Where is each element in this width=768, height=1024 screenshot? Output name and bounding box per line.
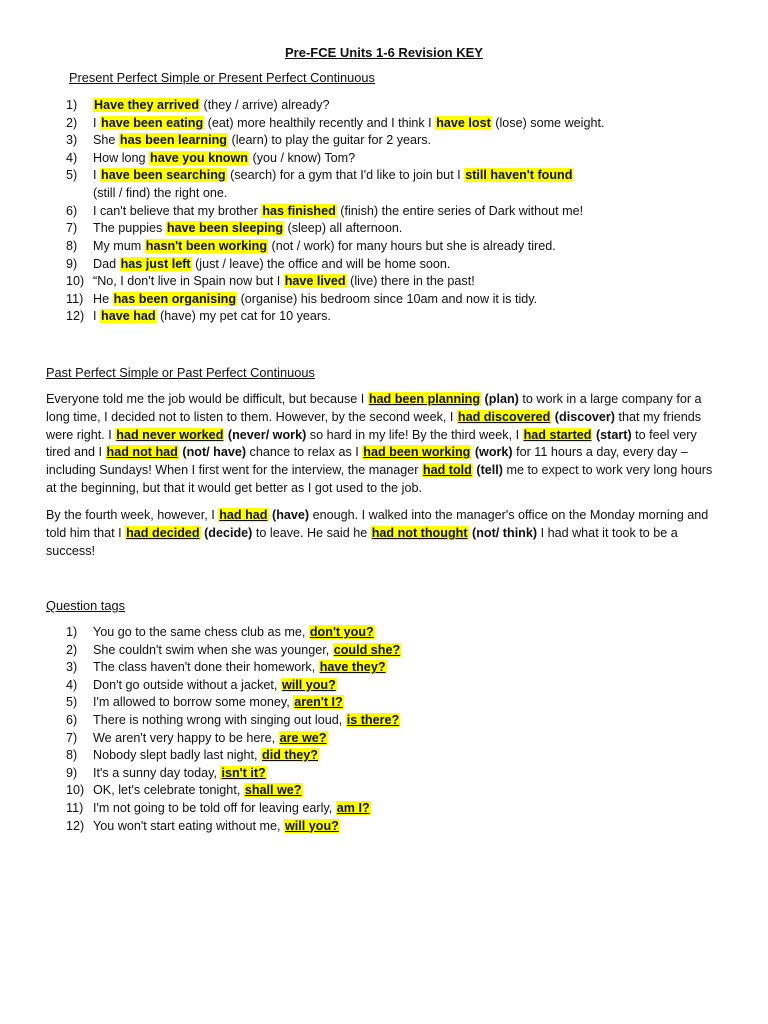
answer: had discovered xyxy=(457,409,551,424)
answer: don't you? xyxy=(309,625,374,639)
list-item: 2) I have been eating (eat) more healthily recently and I think I have lost (lose) some weight. xyxy=(66,115,605,130)
answer: have they? xyxy=(319,660,386,675)
answer: have been eating xyxy=(101,115,204,130)
answer: hasn't been working xyxy=(145,238,268,253)
list-item: 2) She couldn't swim when she was younger, could she? xyxy=(66,642,401,657)
list-item: 5) I'm allowed to borrow some money, aren't I? xyxy=(66,695,343,710)
section-present-perfect-heading: Present Perfect Simple or Present Perfect Continuous xyxy=(69,70,375,85)
list-item: 10) OK, let's celebrate tonight, shall we? xyxy=(66,783,302,798)
answer: has just left xyxy=(120,256,191,271)
answer: had had xyxy=(219,508,268,522)
list-item: 6) I can't believe that my brother has finished (finish) the entire series of Dark without me! xyxy=(66,203,584,218)
answer: shall we? xyxy=(244,783,302,798)
answer: has been learning xyxy=(119,133,227,148)
list-item: 4) How long have you known (you / know) Tom? xyxy=(66,150,356,165)
answer: have had xyxy=(101,309,156,324)
past-perfect-paragraph-1: Everyone told me the job would be difficult, but because I had been planning (plan) to work in a large company for a long time, I decided not to listen to them. However, by the second week, I had discovered (discover) that my friends were right. I had never worked (never/ work) so hard in my life! By the third week, I had started (start) to feel very tired and I had not had (not/ have) chance to relax as I had been working (work) for 11 hours a day, every day – including Sundays! When I first went for the interview, the manager had told (tell) me to expect to work very long hours at the beginning, but that it would get better as I got used to the job. xyxy=(46,392,713,495)
list-item: 3) The class haven't done their homework, have they? xyxy=(66,660,386,675)
answer: have been searching xyxy=(101,168,226,183)
list-item: 7) The puppies have been sleeping (sleep) all afternoon. xyxy=(66,221,403,236)
document-title: Pre-FCE Units 1-6 Revision KEY xyxy=(285,45,483,60)
answer: did they? xyxy=(262,748,319,763)
answer: still haven't found xyxy=(465,168,573,183)
list-item: 9) Dad has just left (just / leave) the office and will be home soon. xyxy=(66,256,451,271)
answer: Have they arrived xyxy=(94,98,200,112)
answer: had decided xyxy=(126,525,200,540)
answer: am I? xyxy=(336,800,370,815)
answer: could she? xyxy=(333,642,401,657)
list-item: 7) We aren't very happy to be here, are we? xyxy=(66,730,327,745)
list-item: 4) Don't go outside without a jacket, will you? xyxy=(66,677,336,692)
section-question-tags-heading: Question tags xyxy=(46,598,125,613)
answer: had not had xyxy=(106,445,178,460)
list-item: 11) I'm not going to be told off for leaving early, am I? xyxy=(66,800,370,815)
list-item: 3) She has been learning (learn) to play the guitar for 2 years. xyxy=(66,133,431,148)
list-item: 11) He has been organising (organise) his bedroom since 10am and now it is tidy. xyxy=(66,291,538,306)
list-item: 6) There is nothing wrong with singing out loud, is there? xyxy=(66,712,400,727)
answer: has been organising xyxy=(113,291,237,306)
answer: have been sleeping xyxy=(166,221,284,236)
answer: has finished xyxy=(262,203,336,218)
answer: will you? xyxy=(281,677,336,692)
section-past-perfect-heading: Past Perfect Simple or Past Perfect Continuous xyxy=(46,365,315,380)
answer: had been planning xyxy=(368,392,481,406)
answer: had told xyxy=(422,463,472,478)
answer: will you? xyxy=(284,818,339,833)
answer: had started xyxy=(523,427,592,442)
answer: aren't I? xyxy=(294,695,343,710)
answer: have lost xyxy=(436,115,491,130)
answer: have you known xyxy=(150,150,248,165)
answer: is there? xyxy=(346,712,400,727)
list-item: 12) You won't start eating without me, will you? xyxy=(66,818,339,833)
list-item: 5) I have been searching (search) for a gym that I'd like to join but I still haven't found (still / find) the right one. xyxy=(66,168,573,200)
past-perfect-paragraph-2: By the fourth week, however, I had had (have) enough. I walked into the manager's office on the Monday morning and told him that I had decided (decide) to leave. He said he had not thought (not/ think) I had what it took to be a success! xyxy=(46,508,709,558)
list-item: 1) Have they arrived (they / arrive) already? xyxy=(66,98,330,112)
present-perfect-list xyxy=(66,97,604,326)
answer: are we? xyxy=(279,730,327,745)
list-item: 8) Nobody slept badly last night, did they? xyxy=(66,748,319,763)
list-item: 8) My mum hasn't been working (not / work) for many hours but she is already tired. xyxy=(66,238,556,253)
list-item: 1) You go to the same chess club as me, don't you? xyxy=(66,625,374,639)
answer: had not thought xyxy=(371,525,468,540)
answer: isn't it? xyxy=(221,765,266,780)
list-item: 9) It's a sunny day today, isn't it? xyxy=(66,765,266,780)
list-item: 10) “No, I don't live in Spain now but I have lived (live) there in the past! xyxy=(66,274,475,289)
question-tags-list xyxy=(66,624,401,835)
answer: have lived xyxy=(284,274,346,289)
list-item: 12) I have had (have) my pet cat for 10 years. xyxy=(66,309,331,324)
answer: had been working xyxy=(363,445,471,460)
answer: had never worked xyxy=(116,427,224,442)
